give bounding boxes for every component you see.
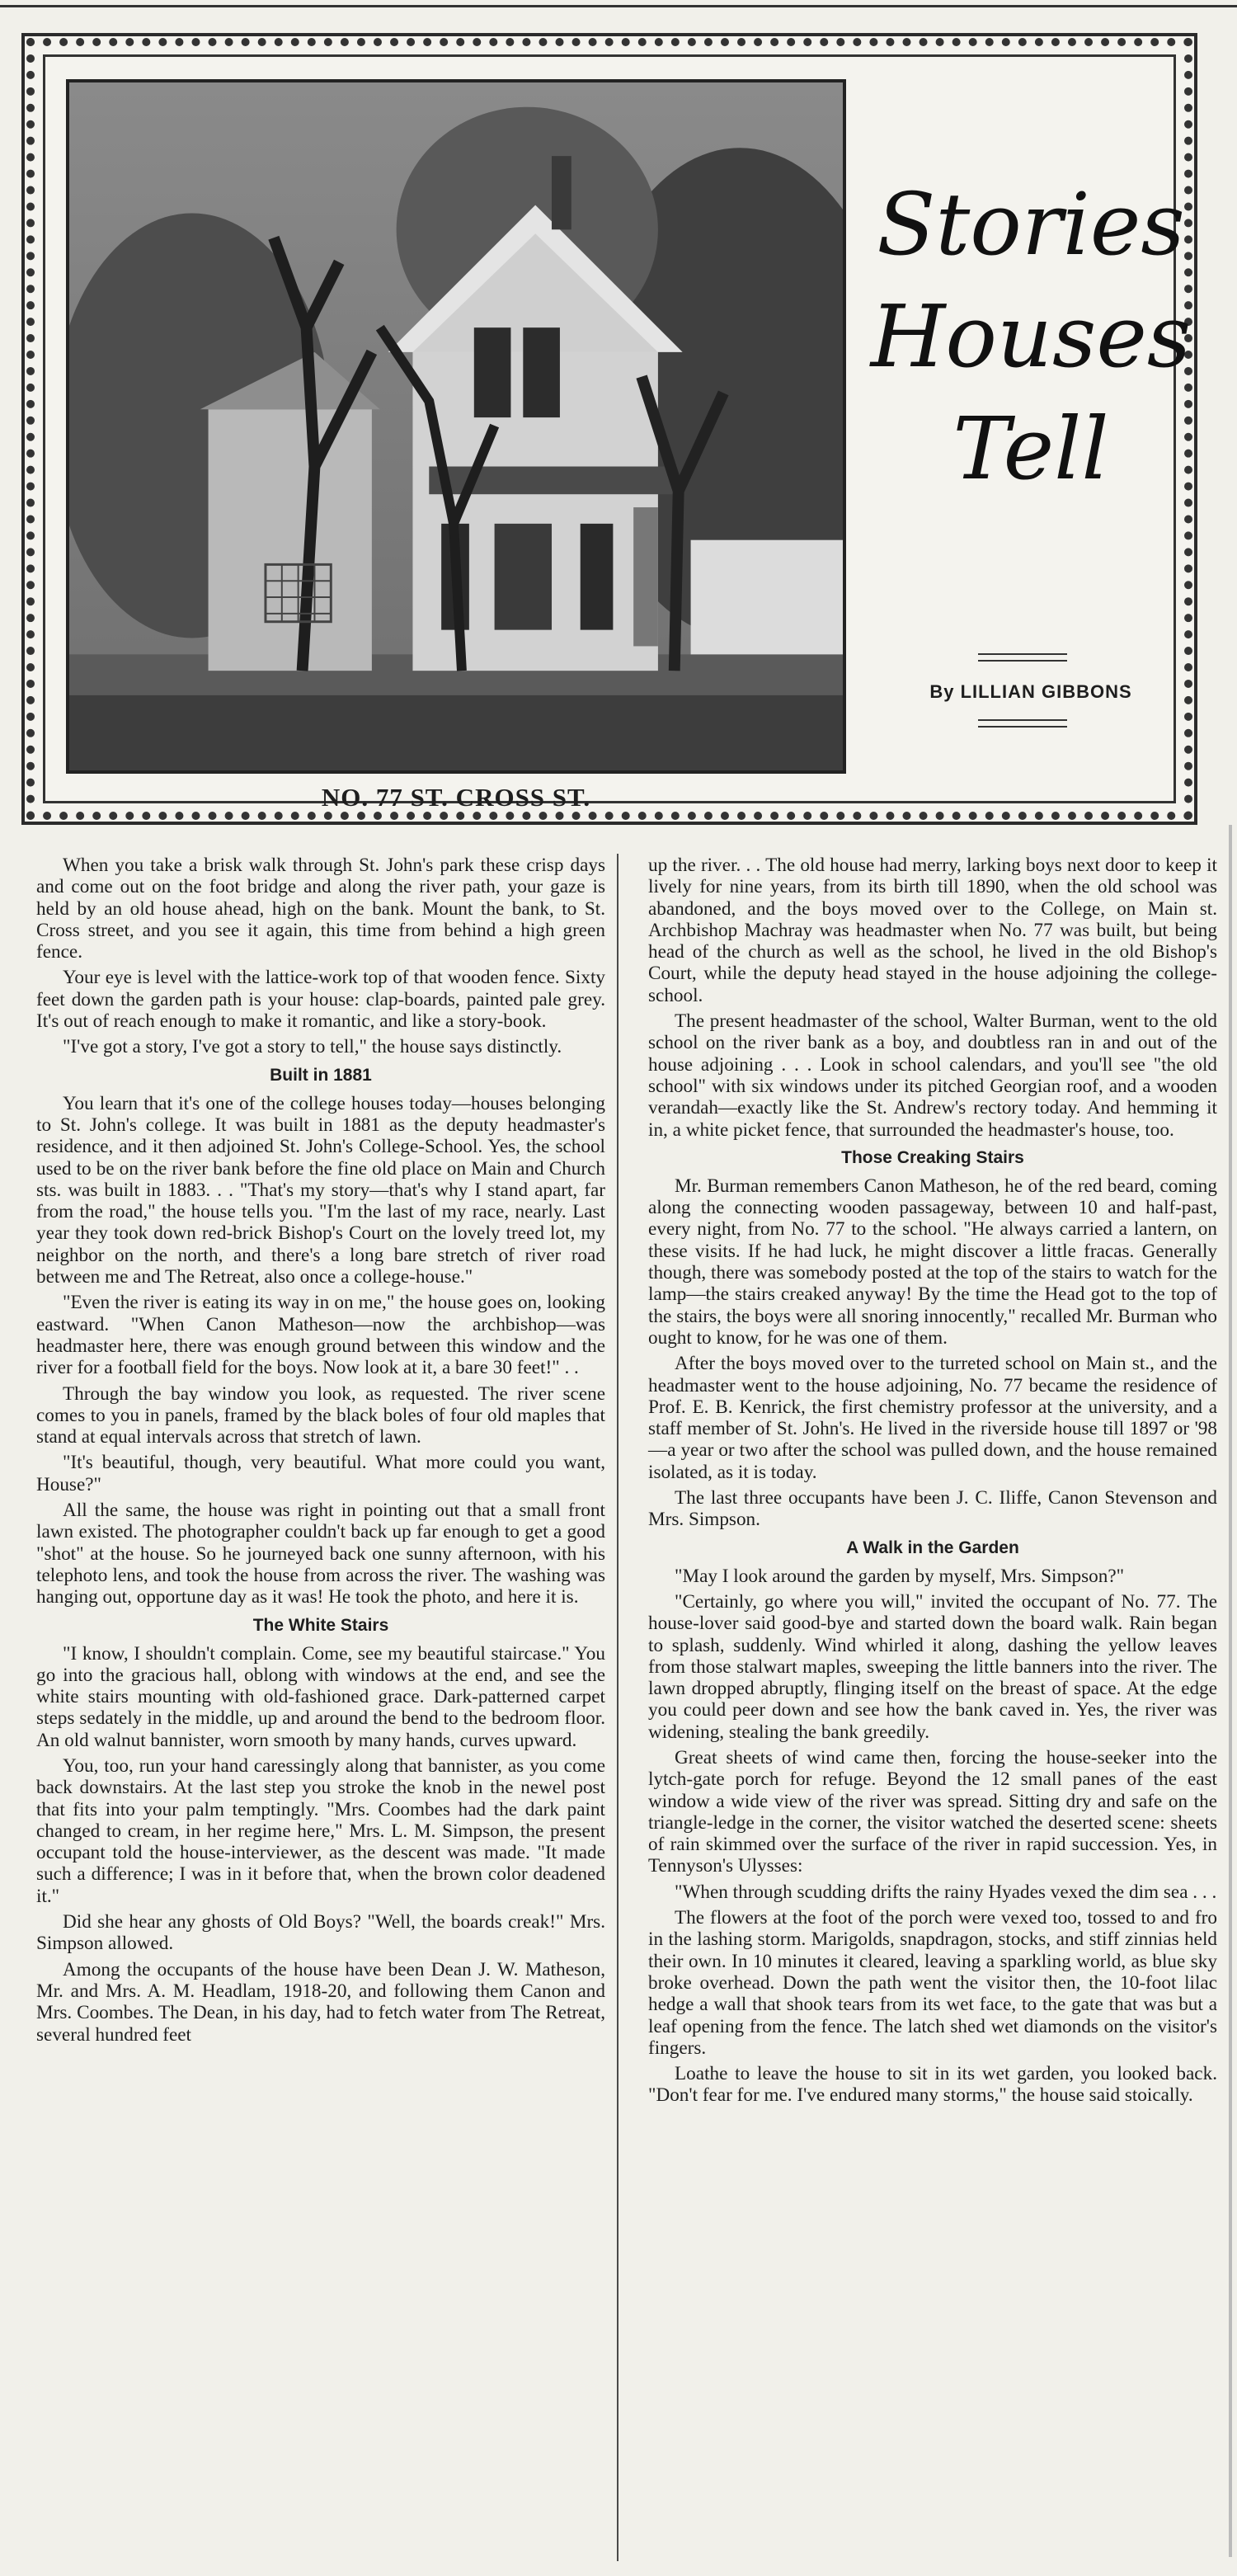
article-paragraph: The flowers at the foot of the porch were vexed too, tossed to and fro in the lashing storm. Marigolds, snapdragon, stocks, and stiff zinnias held their own. In 10 minutes it cleared, leaving a sparkling world, as blue sky broke overhead. Down the path went the visitor then, the 10-foot lilac hedge a wall that shook tears from its wet face, to the gate that was but a leaf opening from the fence. The latch shed wet diamonds on the visitor's fingers. (648, 1907, 1217, 2059)
article-paragraph: You, too, run your hand caressingly along that bannister, as you come back downstairs. At the last step you stroke the knob in the newel post that fits into your palm temptingly. "Mrs. Coombes had the dark paint changed to cream, in her regime here," Mrs. L. M. Simpson, the present occupant told the house-interviewer, as the descent was made. "It made such a difference; I was in it before that, when the brown color deadened it." (36, 1754, 605, 1907)
article-paragraph: Your eye is level with the lattice-work top of that wooden fence. Sixty feet down the garden path is your house: clap-boards, painted pale grey. It's out of reach enough to make it romantic, and like a story-book. (36, 967, 605, 1033)
article-paragraph: Did she hear any ghosts of Old Boys? "Well, the boards creak!" Mrs. Simpson allowed. (36, 1911, 605, 1955)
section-heading: Built in 1881 (270, 1065, 372, 1085)
article-paragraph: up the river. . . The old house had merry, larking boys next door to keep it lively for nine years, from its birth till 1890, when the old school was abandoned, and the boys moved over to the College, on Main st. Archbishop Machray was headmaster when No. 77 was built, but being head of the church as well as the school, he lived in the old Bishop's Court, while the deputy head stayed in the house adjoining the college-school. (648, 855, 1217, 1006)
article-paragraph: "It's beautiful, though, very beautiful. What more could you want, House?" (36, 1452, 605, 1495)
section-heading: Those Creaking Stairs (841, 1147, 1024, 1167)
article-column-right (648, 855, 1217, 2111)
page-right-edge (1229, 825, 1232, 2557)
article-paragraph: Great sheets of wind came then, forcing the house-seeker into the lytch-gate porch for refuge. Beyond the 12 small panes of the east window a wide view of the river was spread. Sitting dry and safe on the triangle-ledge in the corner, the visitor watched the deserted scene: sheets of rain skimmed over the surface of the river in rapid succession. Yes, in Tennyson's Ulysses: (648, 1746, 1217, 1877)
headline-line-2: Houses (870, 286, 1192, 387)
article-paragraph: "I know, I shouldn't complain. Come, see my beautiful staircase." You go into the gracious hall, oblong with windows at the end, and see the white stairs mounting with old-fashioned grace. Dark-patterned carpet steps sedately in the middle, up and around the bend to the bedroom floor. An old walnut bannister, worn smooth by many hands, curves upward. (36, 1642, 605, 1751)
photo-caption: NO. 77 ST. CROSS ST. (321, 783, 591, 812)
article-paragraph: Among the occupants of the house have been Dean J. W. Matheson, Mr. and Mrs. A. M. Headlam, 1918-20, and following them Canon and Mrs. Coombes. The Dean, in his day, had to fetch water from The Retreat, several hundred feet (36, 1958, 605, 2046)
article-paragraph: "Certainly, go where you will," invited the occupant of No. 77. The house-lover said good-bye and started down the board walk. Rain began to splash, suddenly. Wind whirled it along, dashing the yellow leaves from those stalwart maples, sweeping the little banners into the river. The lawn dropped abruptly, flinging itself on the breast of space. At the edge you could peer down and see how the bank caved in. Yes, the river was widening, stealing the bank greedily. (648, 1590, 1217, 1743)
article-paragraph: "When through scudding drifts the rainy Hyades vexed the dim sea . . . (675, 1881, 1217, 1903)
article-paragraph: "I've got a story, I've got a story to tell," the house says distinctly. (63, 1036, 562, 1058)
article-paragraph: Mr. Burman remembers Canon Matheson, he of the red beard, coming along the connecting wooden passageway, between 10 and half-past, every night, from No. 77 to the school. "He always carried a lantern, on these visits. If he had luck, he might discover a little fracas. Generally though, there was somebody posted at the top of the stairs to watch for the lamp—the stairs creaked anyway! By the time the Head got to the top of the stairs, the boys were all snoring innocently," recalled Mr. Burman who ought to know, for he was one of them. (648, 1175, 1217, 1349)
byline: By LILLIAN GIBBONS (929, 681, 1132, 702)
article-paragraph: The last three occupants have been J. C. Iliffe, Canon Stevenson and Mrs. Simpson. (648, 1487, 1217, 1531)
section-heading: A Walk in the Garden (846, 1538, 1019, 1557)
byline-rule-bottom (978, 719, 1067, 721)
byline-rule-bottom-2 (978, 726, 1067, 728)
house-photo (66, 79, 846, 774)
article-paragraph: "Even the river is eating its way in on me," the house goes on, looking eastward. "When Canon Matheson—now the archbishop—was headmaster here, there was enough ground between this window and the river for a football field for the boys. Now look at it, a bare 30 feet!" . . (36, 1292, 605, 1379)
byline-rule-top-2 (978, 660, 1067, 662)
article-paragraph: "May I look around the garden by myself, Mrs. Simpson?" (675, 1565, 1125, 1587)
house-photo-illustration (69, 82, 843, 770)
headline-line-3: Tell (952, 398, 1109, 499)
headline-line-1: Stories (877, 174, 1185, 275)
column-divider (617, 854, 618, 2561)
article-paragraph: Through the bay window you look, as requested. The river scene comes to you in panels, framed by the black boles of four old maples that stand at equal intervals across that stretch of lawn. (36, 1382, 605, 1448)
article-paragraph: After the boys moved over to the turreted school on Main st., and the headmaster went to the house adjoining, No. 77 became the residence of Prof. E. B. Kenrick, the first chemistry professor at the university, and a staff member of St. John's. He lived in the riverside house till 1897 or '98—a year or two after the school was pulled down, and the house remained isolated, as it is today. (648, 1353, 1217, 1483)
page-top-rule (0, 5, 1237, 7)
article-paragraph: All the same, the house was right in pointing out that a small front lawn existed. The photographer couldn't back up far enough to get a good "shot" at the house. So he journeyed back one sunny afternoon, with his telephoto lens, and took the house from across the river. The washing was hanging out, opportune day as it was! He took the photo, and here it is. (36, 1500, 605, 1608)
article-paragraph: You learn that it's one of the college houses today—houses belonging to St. John's college. It was built in 1881 as the deputy headmaster's residence, and it then adjoined St. John's College-School. Yes, the school used to be on the river bank before the fine old place on Main and Church sts. was built in 1883. . . "That's my story—that's why I stand apart, far from the road," the house tells you. "I'm the last of my race, nearly. Last year they took down red-brick Bishop's Court on the lovely treed lot, my neighbor on the north, and there's a long bare stretch of river road between me and The Retreat, also once a college-house." (36, 1092, 605, 1288)
article-paragraph: Loathe to leave the house to sit in its wet garden, you looked back. "Don't fear for me. I've endured many storms," the house said stoically. (648, 2063, 1217, 2107)
article-paragraph: The present headmaster of the school, Walter Burman, went to the old school on the river bank as a boy, and doubtless ran in and out of the house adjoining . . . Look in school calendars, and you'll see "the old school" with six windows under its pitched Georgian roof, and a wooden verandah—exactly like the St. Andrew's rectory today. And hemming it in, a white picket fence, that surrounded the headmaster's house, too. (648, 1010, 1217, 1141)
header-box (21, 33, 1197, 825)
section-heading: The White Stairs (252, 1615, 389, 1635)
byline-rule-top (978, 653, 1067, 655)
article-paragraph: When you take a brisk walk through St. John's park these crisp days and come out on the foot bridge and along the river path, your gaze is held by an old house ahead, high on the bank. Mount the bank, to St. Cross street, and you see it again, this time from behind a high green fence. (36, 855, 605, 963)
article-column-left (36, 855, 605, 2050)
headline (858, 168, 1204, 505)
